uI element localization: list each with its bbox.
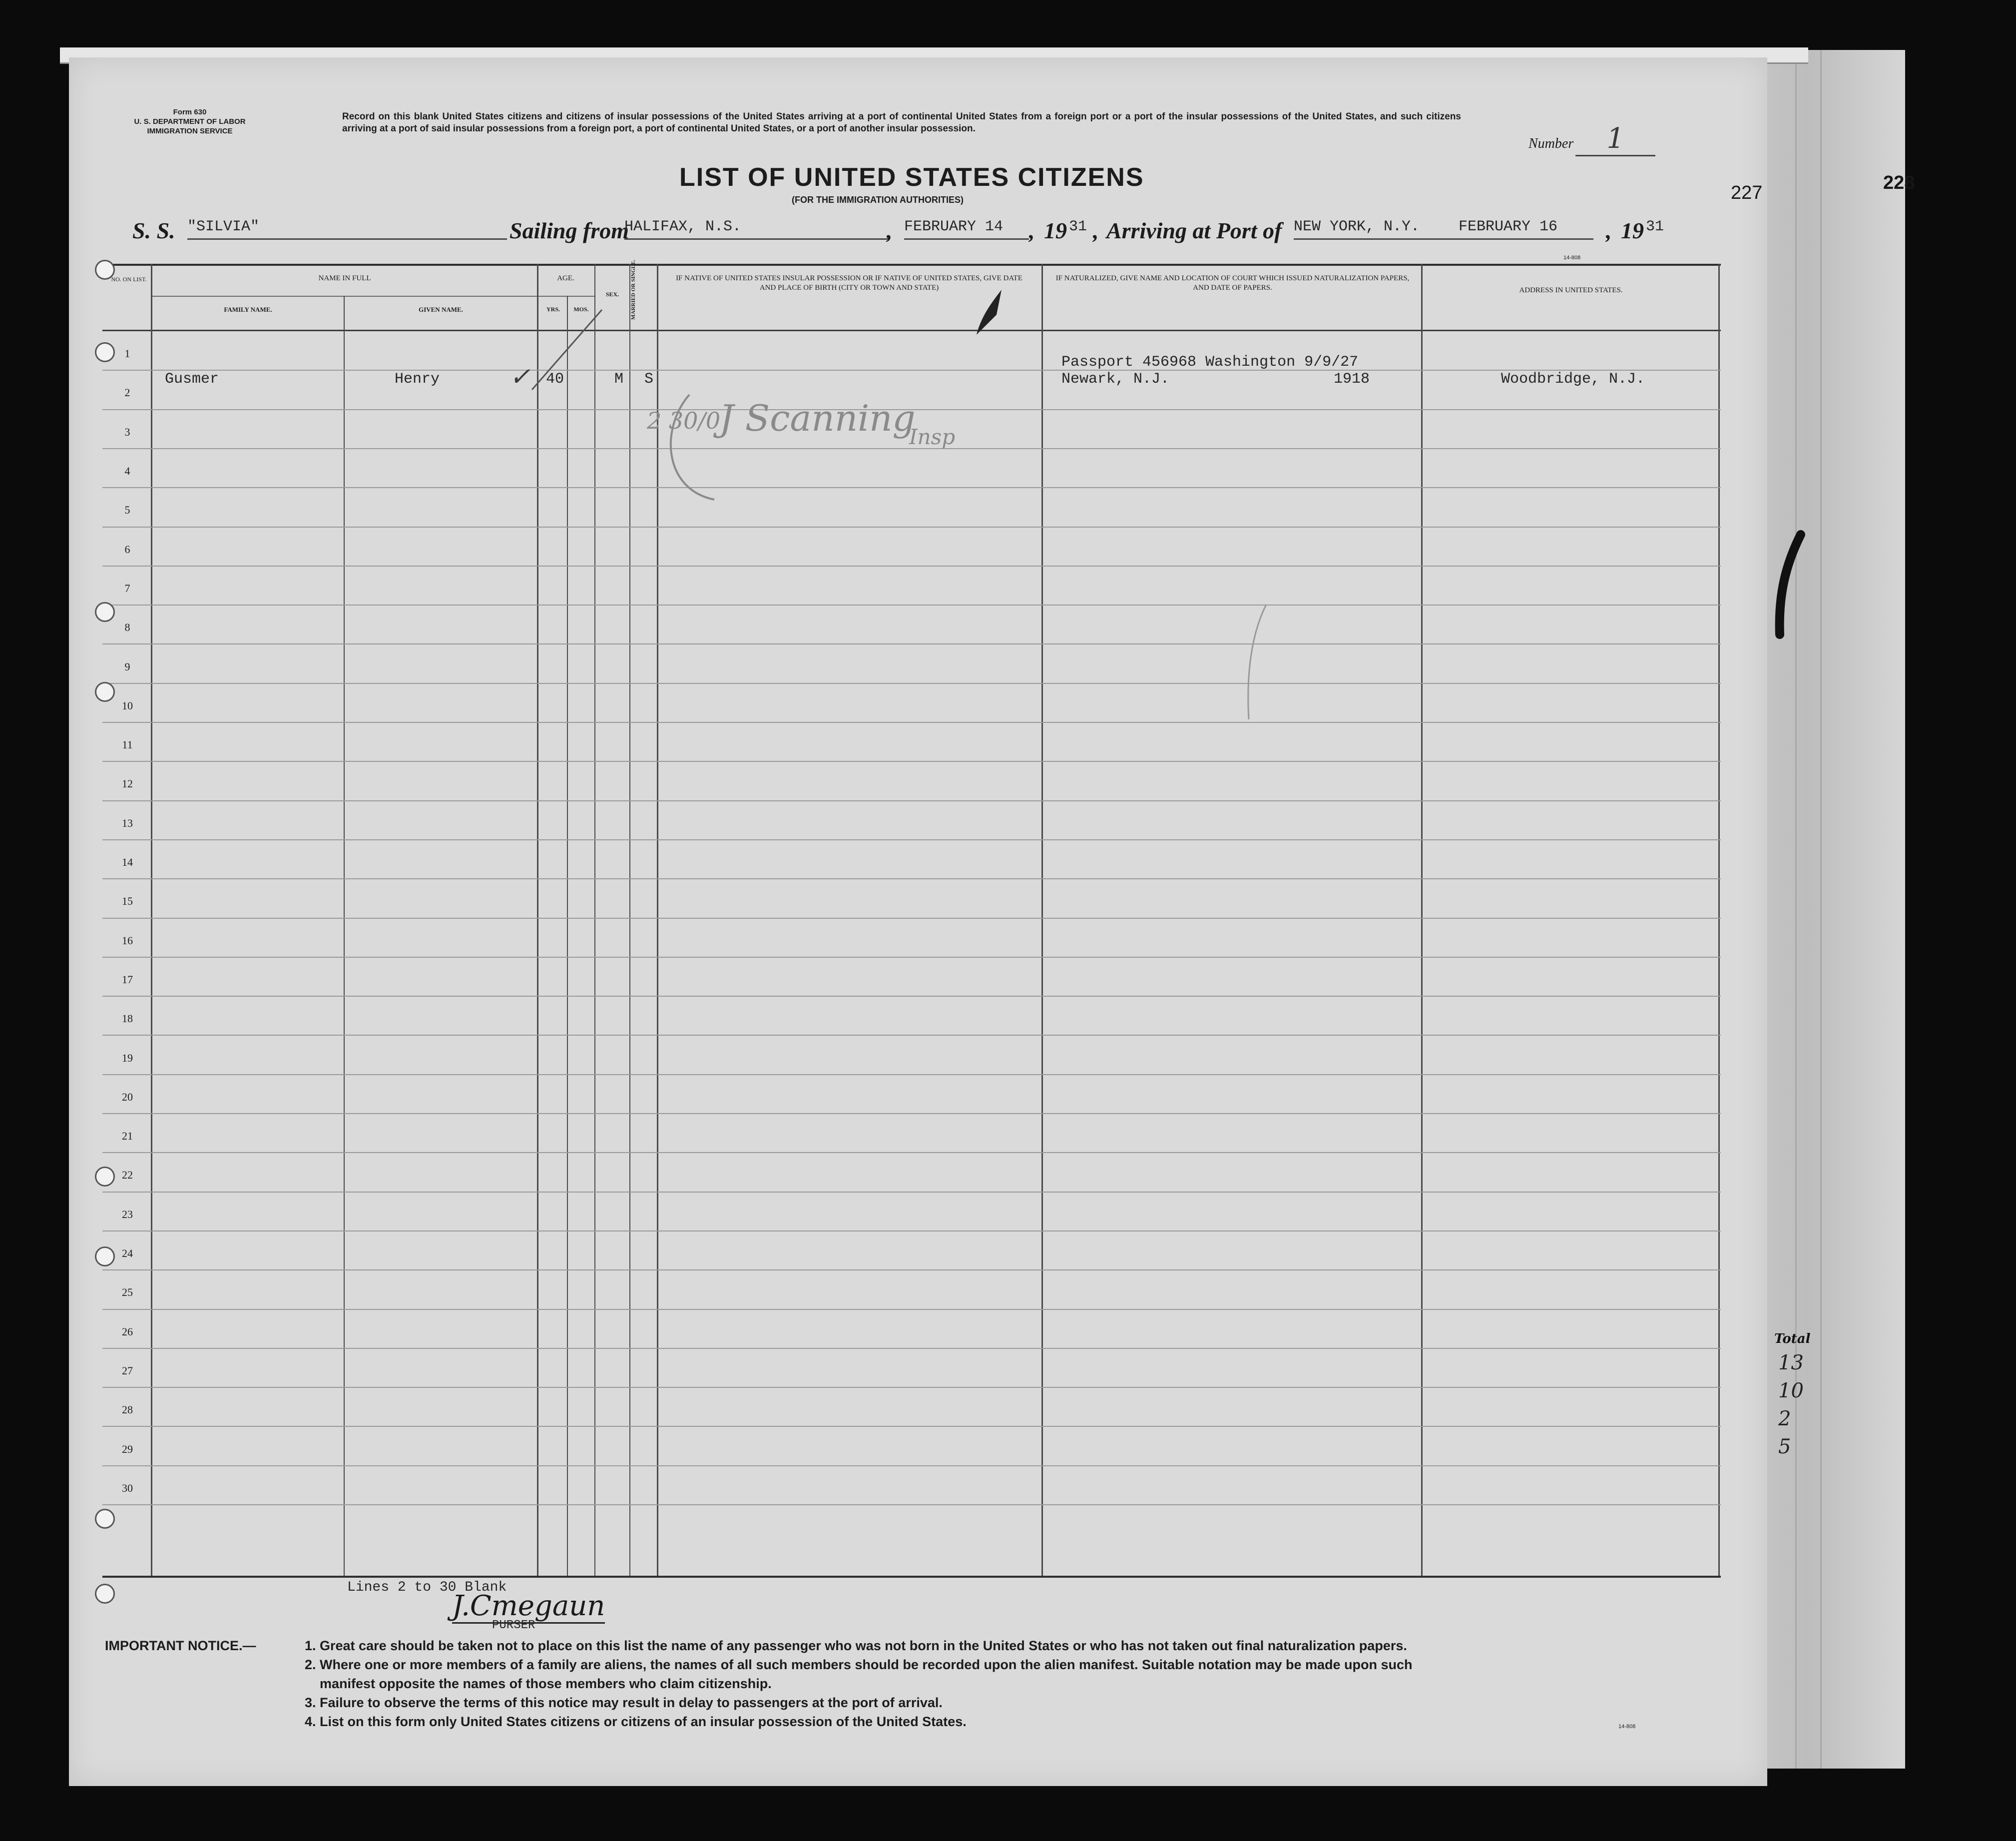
row-rule: [102, 761, 1721, 762]
row-rule: [102, 1152, 1721, 1153]
page-title: LIST OF UNITED STATES CITIZENS: [679, 163, 1144, 192]
arrive-year-suffix: 31: [1646, 218, 1664, 235]
row-rule: [102, 1387, 1721, 1388]
row-rule: [102, 527, 1721, 528]
col-divider: [657, 264, 658, 1578]
row-number: 2: [124, 386, 130, 399]
row-number: 3: [124, 426, 130, 438]
col-header-age: AGE.: [557, 274, 574, 282]
footer-code: 14-808: [1618, 1724, 1636, 1730]
col-header-married: MARRIED OR SINGLE.: [630, 259, 636, 320]
row-rule: [102, 1230, 1721, 1231]
number-value: 1: [1575, 122, 1655, 156]
row-rule: [102, 800, 1721, 801]
entry-sex: M: [614, 371, 624, 388]
binder-hole: [95, 682, 115, 702]
col-header-yrs: YRS.: [546, 306, 560, 313]
tally-value: 13: [1778, 1351, 1804, 1374]
col-header-given-name: GIVEN NAME.: [419, 306, 463, 313]
row-number: 8: [124, 621, 130, 633]
margin-ink-mark: [1771, 530, 1811, 639]
arrive-year-prefix: 19: [1621, 218, 1644, 243]
stamp-suffix: Insp: [909, 425, 956, 449]
row-number: 15: [122, 895, 133, 907]
tally-values: [1778, 1349, 1804, 1461]
row-number: 4: [124, 465, 130, 477]
comma: ,: [1606, 218, 1612, 243]
stamp-fraction: 2 30/0: [647, 407, 721, 434]
col-divider: [537, 264, 538, 1578]
col-divider: [629, 264, 630, 1578]
row-rule: [102, 878, 1721, 879]
number-field: [1528, 122, 1655, 156]
row-number: 17: [122, 973, 133, 986]
comma: ,: [1029, 218, 1035, 243]
comma: ,: [1093, 218, 1099, 243]
binder-hole: [95, 1167, 115, 1187]
row-number: 13: [122, 817, 133, 829]
row-number: 22: [122, 1169, 133, 1181]
row-number: 11: [122, 738, 133, 751]
entry-given-name: Henry: [395, 371, 440, 388]
col-header-sex: SEX.: [605, 291, 619, 298]
entry-family-name: Gusmer: [165, 371, 219, 388]
notice-item-3: 3. Failure to observe the terms of this notice may result in delay to passengers at the port of arrival.: [305, 1695, 943, 1710]
signer-title: PURSER: [492, 1619, 535, 1632]
row-number: 7: [124, 582, 130, 595]
row-rule: [102, 918, 1721, 919]
row-rule: [102, 957, 1721, 958]
row-rule: [102, 1504, 1721, 1505]
binder-hole: [95, 602, 115, 622]
row-number: 24: [122, 1247, 133, 1259]
row-number: 14: [122, 856, 133, 868]
blank-lines-note: Lines 2 to 30 Blank: [347, 1580, 507, 1595]
col-header-mos: MOS.: [573, 306, 589, 313]
col-header-name-in-full: NAME IN FULL: [318, 274, 371, 282]
col-divider: [1041, 264, 1043, 1578]
entry-naturalization-line2: Newark, N.J.: [1061, 371, 1170, 388]
row-number: 16: [122, 934, 133, 947]
depart-year-suffix: 31: [1069, 218, 1087, 235]
depart-date-line: [904, 218, 1029, 240]
arriving-label: Arriving at Port of: [1106, 218, 1282, 243]
row-number: 25: [122, 1286, 133, 1298]
entry-marital: S: [644, 371, 654, 388]
row-number: 18: [122, 1012, 133, 1025]
notice-item-1: 1. Great care should be taken not to place on this list the name of any passenger who was not born in the United States or who has not taken out final naturalization papers.: [305, 1638, 1407, 1653]
row-number: 20: [122, 1091, 133, 1103]
notice-item-2: 2. Where one or more members of a family are aliens, the names of all such members should be recorded upon the alien manifest. Suitable notation may be made upon such: [305, 1657, 1413, 1672]
stamp-signature: J Scanning: [719, 397, 916, 439]
binder-hole: [95, 342, 115, 362]
comma: ,: [887, 218, 893, 243]
port-from: HALIFAX, N.S.: [624, 218, 742, 235]
col-header-no: NO. ON LIST.: [111, 276, 147, 283]
row-rule: [102, 487, 1721, 488]
row-rule: [102, 839, 1721, 840]
row-number: 30: [122, 1482, 133, 1494]
tally-value: 5: [1778, 1435, 1791, 1458]
row-rule: [102, 605, 1721, 606]
row-rule: [102, 566, 1721, 567]
form-department: U. S. DEPARTMENT OF LABOR: [134, 117, 246, 126]
col-header-family-name: FAMILY NAME.: [224, 306, 272, 313]
row-rule: [102, 1426, 1721, 1427]
port-from-line: [624, 218, 889, 240]
row-rule: [102, 683, 1721, 684]
col-divider: [151, 264, 152, 1578]
page-number: 227: [1731, 182, 1763, 203]
col-header-address: ADDRESS IN UNITED STATES.: [1519, 286, 1623, 294]
stamp-curve: [659, 390, 769, 510]
purser-signature: J.Cmegaun: [452, 1590, 605, 1624]
sailing-from-label: Sailing from: [509, 218, 629, 243]
pencil-slash: [527, 305, 607, 395]
form-id-block: [125, 107, 255, 136]
form-service: IMMIGRATION SERVICE: [147, 127, 233, 135]
entry-address: Woodbridge, N.J.: [1501, 371, 1645, 388]
row-number: 10: [122, 699, 133, 712]
notice-item-4: 4. List on this form only United States citizens or citizens of an insular possession of the United States.: [305, 1714, 967, 1729]
row-rule: [102, 1035, 1721, 1036]
row-rule: [102, 1269, 1721, 1270]
entry-age-years: 40: [546, 371, 564, 388]
arrive-date: FEBRUARY 16: [1459, 218, 1558, 235]
row-number: 1: [124, 347, 130, 360]
row-number: 5: [124, 504, 130, 516]
col-header-naturalized: IF NATURALIZED, GIVE NAME AND LOCATION OF COURT WHICH ISSUED NATURALIZATION PAPERS, AND DATE OF PAPERS.: [1055, 274, 1410, 292]
depart-date: FEBRUARY 14: [904, 218, 1004, 235]
row-rule: [102, 1074, 1721, 1075]
next-sheet-number: 228: [1883, 172, 1915, 193]
row-number: 26: [122, 1325, 133, 1338]
check-mark: ✓: [509, 362, 530, 391]
form-instructions: Record on this blank United States citizens and citizens of insular possessions of the United States arriving at a port of continental United States from a foreign port or a port of the insular possessions of the United States, and such citizens arriving at a port of said insular possessions from a foreign port, a port of continental United States, or a port of another insular possession.: [342, 111, 1461, 134]
row-number: 29: [122, 1443, 133, 1455]
number-label: Number: [1528, 136, 1574, 151]
row-number: 27: [122, 1364, 133, 1377]
form-number: Form 630: [173, 108, 207, 116]
notice-item-2-cont: manifest opposite the names of those members who claim citizenship.: [320, 1676, 772, 1691]
row-rule: [102, 1348, 1721, 1349]
table-bottom-border: [102, 1576, 1721, 1578]
name-subheader-line: [152, 296, 537, 297]
col-header-native: IF NATIVE OF UNITED STATES INSULAR POSSESSION OR IF NATIVE OF UNITED STATES, GIVE DATE AND PLACE OF BIRTH (CITY OR TOWN AND STATE): [676, 274, 1022, 292]
col-divider: [1421, 264, 1423, 1578]
ship-name-line: [187, 218, 507, 240]
col-divider: [1718, 264, 1720, 1578]
col-divider: [594, 264, 595, 1578]
row-rule: [102, 1113, 1721, 1114]
port-to: NEW YORK, N.Y.: [1294, 218, 1420, 235]
row-number: 23: [122, 1208, 133, 1221]
pencil-stroke: [1241, 600, 1271, 724]
row-rule: [102, 1192, 1721, 1193]
binder-hole: [95, 260, 115, 280]
row-rule: [102, 370, 1721, 371]
print-code: 14-808: [1563, 255, 1581, 261]
notice-label: IMPORTANT NOTICE.—: [105, 1638, 256, 1653]
entry-naturalization-line1: Passport 456968 Washington 9/9/27: [1061, 354, 1359, 371]
row-number: 28: [122, 1403, 133, 1416]
header-bottom-border: [102, 330, 1721, 331]
row-number: 21: [122, 1130, 133, 1142]
ink-blot: [967, 285, 1007, 340]
row-number: 12: [122, 777, 133, 790]
entry-naturalization-year: 1918: [1334, 371, 1370, 388]
page-subtitle: (FOR THE IMMIGRATION AUTHORITIES): [792, 195, 964, 205]
depart-year-prefix: 19: [1044, 218, 1067, 243]
row-rule: [102, 1465, 1721, 1466]
ship-name: "SILVIA": [187, 218, 260, 235]
row-rule: [102, 996, 1721, 997]
row-number: 19: [122, 1052, 133, 1064]
binder-hole: [95, 1246, 115, 1266]
age-subheader-line: [537, 296, 594, 297]
row-number: 9: [124, 660, 130, 673]
row-number: 6: [124, 543, 130, 556]
binder-hole: [95, 1509, 115, 1529]
table-top-border: [102, 264, 1721, 266]
ss-label: S. S.: [132, 218, 175, 243]
tally-label: Total: [1774, 1331, 1811, 1346]
binder-hole: [95, 1584, 115, 1604]
row-rule: [102, 722, 1721, 723]
row-rule: [102, 643, 1721, 644]
manifest-page: [69, 57, 1767, 1786]
tally-value: 10: [1778, 1379, 1804, 1402]
row-rule: [102, 1309, 1721, 1310]
tally-value: 2: [1778, 1407, 1791, 1430]
